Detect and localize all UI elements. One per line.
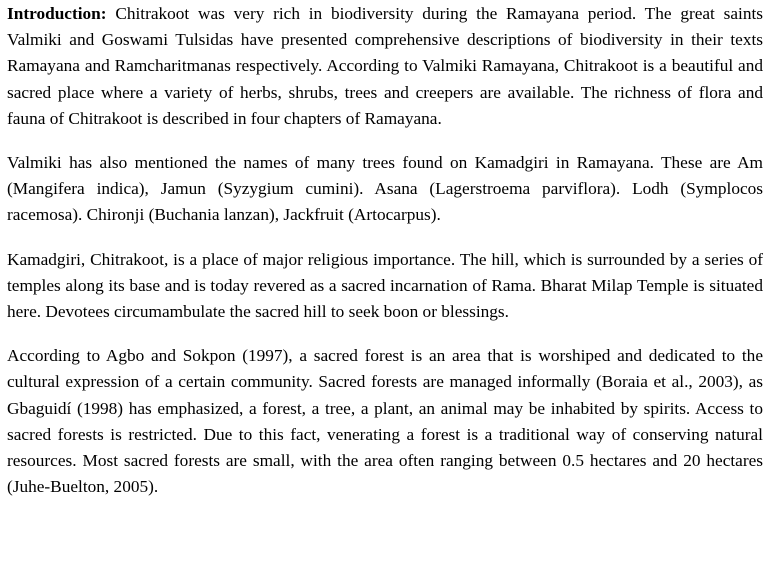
paragraph-text: Chitrakoot was very rich in biodiversity during the Ramayana period. The great saints Valmiki and Goswami Tulsidas have presented comprehensive descriptions of biodiversity in their texts Ramayana and Ramcharitmanas respectively. According to Valmiki Ramayana, Chitrakoot is a beautiful and sacred place where a variety of herbs, shrubs, trees and creepers are available. The richness of flora and fauna of Chitrakoot is described in four chapters of Ramayana. bbox=[7, 4, 763, 128]
paragraph-kamadgiri: Kamadgiri, Chitrakoot, is a place of major religious importance. The hill, which is surrounded by a series of temples along its base and is today revered as a sacred incarnation of Rama. Bharat Milap Temple is situated here. Devotees circumambulate the sacred hill to seek boon or blessings. bbox=[7, 249, 763, 322]
paragraph-sacred-forests: According to Agbo and Sokpon (1997), a sacred forest is an area that is worshiped and dedicated to the cultural expression of a certain community. Sacred forests are managed informally (Boraia et al., 2003), as Gbaguidí (1998) has emphasized, a forest, a tree, a plant, an animal may be inhabited by spirits. Access to sacred forests is restricted. Due to this fact, venerating a forest is a traditional way of conserving natural resources. Most sacred forests are small, with the area often ranging between 0.5 hectares and 20 hectares (Juhe-Buelton, 2005). bbox=[7, 346, 763, 497]
paragraph-introduction bbox=[7, 1, 763, 132]
intro-heading: Introduction: bbox=[7, 4, 107, 23]
paragraph-trees: Valmiki has also mentioned the names of many trees found on Kamadgiri in Ramayana. These are Am (Mangifera indica), Jamun (Syzygium cumini). Asana (Lagerstroema parviflora). Lodh (Symplocos racemosa). Chironji (Buchania lanzan), Jackfruit (Artocarpus). bbox=[7, 153, 763, 225]
